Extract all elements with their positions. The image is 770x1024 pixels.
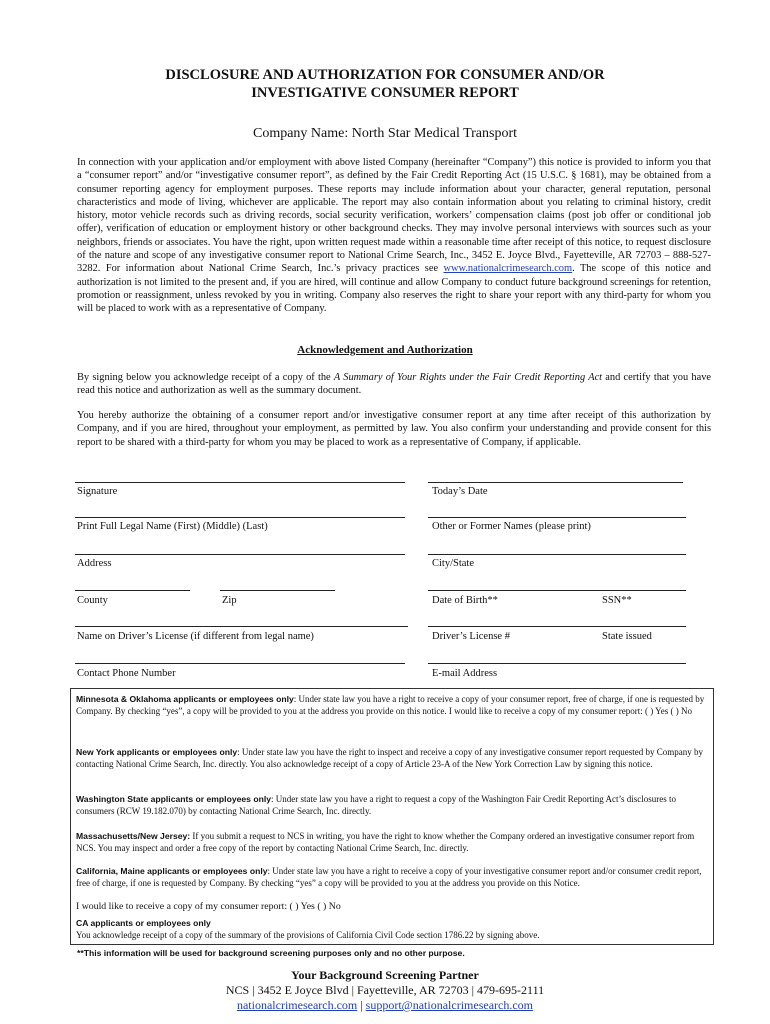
dl-name-label: Name on Driver’s License (if different from legal name) — [77, 631, 314, 642]
footnote: **This information will be used for background screening purposes only and no other purpose. — [77, 948, 465, 958]
county-label: County — [77, 595, 108, 606]
print-name-line[interactable] — [75, 517, 405, 518]
address-label: Address — [77, 558, 112, 569]
county-line[interactable] — [75, 590, 190, 591]
zip-label: Zip — [222, 595, 237, 606]
print-name-label: Print Full Legal Name (First) (Middle) (Last) — [77, 521, 268, 532]
dob-label: Date of Birth** — [432, 595, 498, 606]
footer-address: NCS | 3452 E Joyce Blvd | Fayetteville, AR 72703 | 479-695-2111 — [225, 983, 545, 997]
notice-ca-me — [76, 866, 706, 889]
ack-p1-before: By signing below you acknowledge receipt of a copy of the — [77, 372, 334, 383]
other-names-label: Other or Former Names (please print) — [432, 521, 591, 532]
company-line — [0, 126, 770, 142]
document-title-line2: INVESTIGATIVE CONSUMER REPORT — [251, 85, 519, 101]
notice-ca-heading: CA applicants or employees only — [76, 918, 211, 928]
address-line[interactable] — [75, 554, 405, 555]
signature-line[interactable] — [75, 482, 405, 483]
footer-tagline: Your Background Screening Partner — [291, 968, 479, 982]
company-label: Company Name: — [252, 126, 349, 141]
email-label: E-mail Address — [432, 668, 498, 679]
notice-ca-me-text: : Under state law you have a right to receive a copy of your investigative consumer report and/or consumer credit report, free of charge, if one is requested by Company. By checking “yes” a copy will be provided to you at the address you provide on this Notice. — [76, 866, 702, 888]
phone-label: Contact Phone Number — [77, 668, 176, 679]
notice-ny-heading: New York applicants or employees only — [76, 747, 238, 757]
notice-mn-ok-heading: Minnesota & Oklahoma applicants or employees only — [76, 694, 294, 704]
disclosure-paragraph — [77, 156, 711, 316]
dl-name-line[interactable] — [75, 626, 408, 627]
notice-ny-text: : Under state law you have the right to inspect and receive a copy of any investigative consumer report requested by Company by contacting National Crime Search, Inc. directly. You also acknowledge receipt of a copy of Article 23-A of the New York Correction Law by signing this notice. — [76, 747, 703, 769]
phone-line[interactable] — [75, 663, 405, 664]
zip-line[interactable] — [220, 590, 335, 591]
notice-ca-me-heading: California, Maine applicants or employees only — [76, 866, 268, 876]
ack-heading: Acknowledgement and Authorization — [297, 344, 473, 356]
notice-mn-ok — [76, 694, 706, 717]
disclosure-text-part2: . The scope of this notice and authorization is not limited to the present and, if you are hired, will continue and allow Company to conduct future background screenings for retention, promotion or reassignment, unless revoked by you in writing. Company also reserves the right to share your report with any third-party for whom you will be placed to work with as a representative of Company. — [77, 263, 711, 315]
city-state-label: City/State — [432, 558, 474, 569]
notice-ca-me-copy-request[interactable]: I would like to receive a copy of my consumer report: ( ) Yes ( ) No — [76, 901, 341, 912]
fcra-summary-title: A Summary of Your Rights under the Fair Credit Reporting Act — [333, 372, 603, 383]
footer-email-link[interactable]: support@nationalcrimesearch.com — [365, 998, 533, 1012]
footer-contacts — [0, 998, 770, 1013]
state-issued-label: State issued — [602, 631, 652, 642]
ncs-website-link[interactable]: www.nationalcrimesearch.com — [443, 263, 573, 275]
notice-wa — [76, 794, 706, 817]
footer-separator: | — [360, 998, 363, 1012]
dl-number-label: Driver’s License # — [432, 631, 510, 642]
todays-date-line[interactable] — [428, 482, 683, 483]
dl-number-line[interactable] — [428, 626, 686, 627]
notice-ny — [76, 747, 706, 770]
notice-ma-nj — [76, 831, 706, 854]
notice-mn-ok-text[interactable]: : Under state law you have a right to receive a copy of your consumer report, free of charge, if one is requested by Company. By checking “yes”, a copy will be provided to you at the address you provide on this notice. I would like to receive a copy of my consumer report: ( ) Yes ( ) No — [76, 694, 705, 716]
notice-ca-text: You acknowledge receipt of a copy of the summary of the provisions of California Civil Code section 1786.22 by signing above. — [76, 929, 540, 940]
notice-wa-heading: Washington State applicants or employees only — [76, 794, 271, 804]
dob-ssn-line[interactable] — [428, 590, 686, 591]
company-name: North Star Medical Transport — [351, 126, 518, 141]
ssn-label: SSN** — [602, 595, 632, 606]
city-state-line[interactable] — [428, 554, 686, 555]
notice-ca — [76, 918, 706, 941]
ack-paragraph-1 — [77, 371, 711, 398]
document-title-line1: DISCLOSURE AND AUTHORIZATION FOR CONSUMER AND/OR — [165, 67, 605, 83]
footer-website-link[interactable]: nationalcrimesearch.com — [236, 998, 358, 1012]
todays-date-label: Today’s Date — [432, 486, 488, 497]
other-names-line[interactable] — [428, 517, 686, 518]
disclosure-text-part1: In connection with your application and/or employment with above listed Company (hereinafter “Company”) this notice is provided to inform you that a “consumer report” and/or “investigative consumer report”, as defined by the Fair Credit Reporting Act (15 U.S.C. § 1681), may be obtained from a consumer reporting agency for employment purposes. These reports may include information about your character, general reputation, personal characteristics and mode of living, whichever are applicable. The report may also contain information about you relating to criminal history, credit history, motor vehicle records such as driving records, social security verification, workers’ compensation claims (post job offer or conditional job offer), verification of education or employment history or other background checks. They may involve personal interviews with sources such as your neighbors, friends or associates. You have the right, upon written request made within a reasonable time after receipt of this notice, to request disclosure of the nature and scope of any investigative consumer report to National Crime Search, Inc., 3452 E. Joyce Blvd., Fayetteville, AR 72703 – 888-527-3282. For information about National Crime Search, Inc.’s privacy practices see — [77, 157, 711, 275]
notice-ma-nj-heading: Massachusetts/New Jersey: — [76, 831, 191, 841]
notice-wa-text: : Under state law you have a right to request a copy of the Washington Fair Credit Reporting Act’s disclosures to consumers (RCW 19.182.070) by contacting National Crime Search, Inc. directly. — [76, 794, 677, 816]
email-line[interactable] — [428, 663, 686, 664]
ack-p1-after: and certify that you have read this notice and authorization as well as the summary document. — [77, 372, 712, 397]
ack-paragraph-2: You hereby authorize the obtaining of a consumer report and/or investigative consumer report at any time after receipt of this authorization by Company, and if you are hired, throughout your employment, as permitted by law. You also confirm your understanding and provide consent for this report to be shared with a third-party for whom you may be placed to work as a representative of Company, if applicable. — [77, 410, 711, 448]
notice-ma-nj-text: If you submit a request to NCS in writing, you have the right to know whether the Company ordered an investigative consumer report from NCS. You may inspect and order a free copy of the report by contacting National Crime Search, Inc. directly. — [76, 831, 695, 853]
signature-label: Signature — [77, 486, 118, 497]
